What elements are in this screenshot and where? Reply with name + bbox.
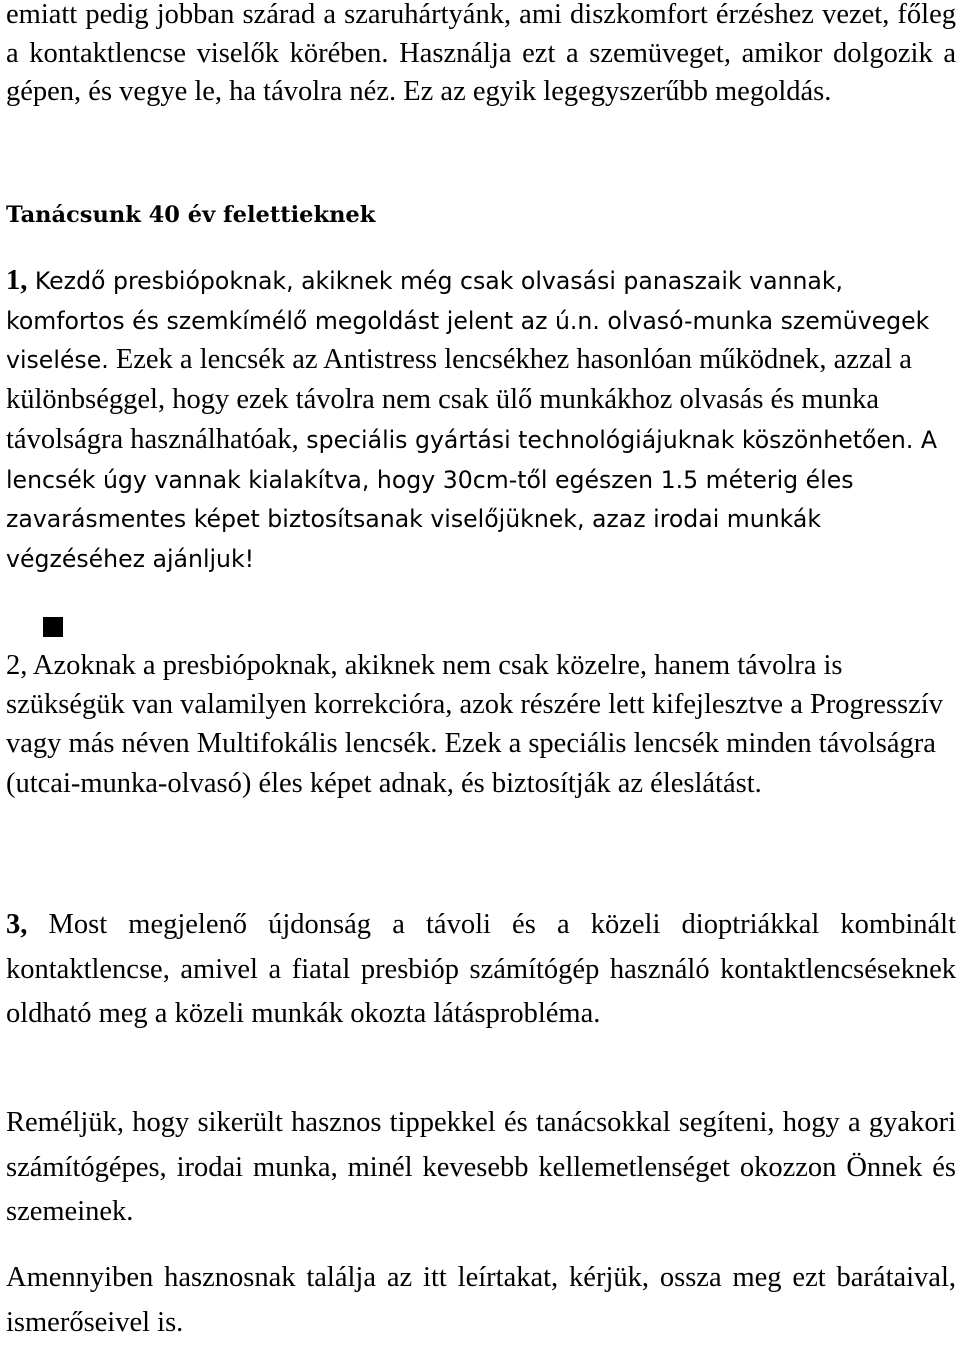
square-bullet-icon [43, 617, 63, 637]
advice-1-sans-text-2: speciális gyártási technológiájuknak köszönhetően. A lencsék úgy vannak kialakítva, hogy 30cm-től egészen 1.5 méterig éles zavarásmentes képet biztosítsanak viselőjüknek, azaz irodai munkák végzéséhez ajánljuk! [6, 425, 938, 573]
intro-paragraph: emiatt pedig jobban szárad a szaruhártyánk, ami diszkomfort érzéshez vezet, főleg a kontaktlencse viselők körében. Használja ezt a szemüveget, amikor dolgozik a gépen, és vegye le, ha távolra néz. Ez az egyik legegyszerűbb megoldás. [6, 0, 956, 108]
closing-paragraph-1: Reméljük, hogy sikerült hasznos tippekkel és tanácsokkal segíteni, hogy a gyakori számítógépes, irodai munka, minél kevesebb kellemetlenséget okozzon Önnek és szemeinek. [6, 1107, 956, 1228]
advice-1-sans-text: Kezdő presbiópoknak, akiknek még csak olvasási panaszaik vannak, komfortos és szemkímélő megoldást jelent az ú.n. olvasó-munka szemüvegek viselése. [6, 267, 930, 375]
advice-1-number: 1, [6, 265, 28, 296]
advice-3-number: 3, [6, 909, 28, 940]
advice-3-text: Most megjelenő újdonság a távoli és a közeli dioptriákkal kombinált kontaktlencse, amivel a fiatal presbióp számítógép használó kontaktlencséseknek oldható meg a közeli munkák okozta látásprobléma. [6, 909, 956, 1030]
document-page [6, 0, 956, 1338]
advice-2-paragraph: 2, Azoknak a presbiópoknak, akiknek nem csak közelre, hanem távolra is szükségük van valamilyen korrekcióra, azok részére lett kifejlesztve a Progresszív vagy más néven Multifokális lencsék. Ezek a speciális lencsék minden távolságra (utcai-munka-olvasó) éles képet adnak, és biztosítják az éleslátást. [6, 650, 943, 799]
section-heading: Tanácsunk 40 év felettieknek [6, 202, 376, 228]
advice-1-serif-text: Ezek a lencsék az Antistress lencsékhez hasonlóan működnek, azzal a különbséggel, hogy ezek távolra nem csak ülő munkákhoz olvasás és munka távolságra használhatóak, [6, 344, 912, 455]
advice-3-paragraph [6, 903, 956, 1037]
closing-paragraph-2: Amennyiben hasznosnak találja az itt leírtakat, kérjük, ossza meg ezt barátaival, ismerőseivel is. [6, 1262, 956, 1338]
advice-1-paragraph [6, 262, 951, 580]
